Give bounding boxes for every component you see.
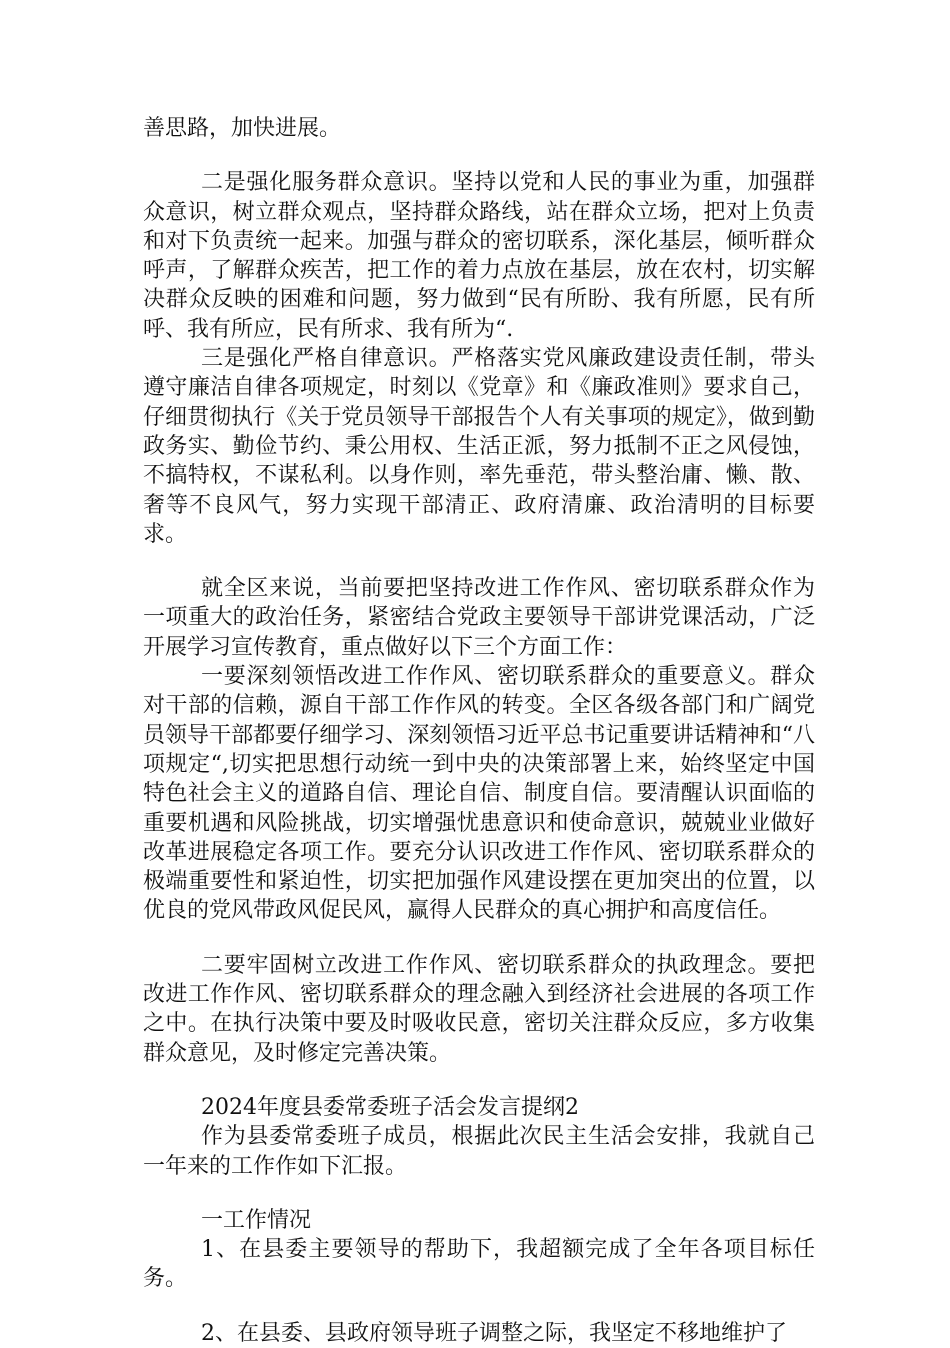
paragraph-continuation: 善思路，加快进展。: [143, 116, 342, 141]
paragraph-significance: 一要深刻领悟改进工作作风、密切联系群众的重要意义。群众对干部的信赖，源自干部工作作风的转变。全区各级各部门和广阔党员领导干部都要仔细学习、深刻领悟习近平总书记重要讲话精神和“八项规定“,切实把思想行动统一到中央的决策部署上来，始终坚定中国特色社会主义的道路自信、理论自信、制度自信。要清醒认识面临的重要机遇和风险挑战，切实增强忧患意识和使命意识，兢兢业业做好改革进展稳定各项工作。要充分认识改进工作作风、密切联系群众的极端重要性和紧迫性，切实把加强作风建设摆在更加突出的位置，以优良的党风带政风促民风，赢得人民群众的真心拥护和高度信任。: [143, 664, 815, 924]
paragraph-governing-concept: 二要牢固树立改进工作作风、密切联系群众的执政理念。要把改进工作作风、密切联系群众的理念融入到经济社会进展的各项工作之中。在执行决策中要及时吸收民意，密切关注群众反应，多方收集群众意见，及时修定完善决策。: [143, 952, 815, 1066]
subheading-work-situation: 一工作情况: [201, 1207, 312, 1233]
paragraph-report-intro: 作为县委常委班子成员，根据此次民主生活会安排，我就自己一年来的工作作如下汇报。: [143, 1124, 815, 1179]
document-body: [143, 114, 815, 1348]
paragraph-district-overview: 就全区来说，当前要把坚持改进工作作风、密切联系群众作为一项重大的政治任务，紧密结合党政主要领导干部讲党课活动，广泛开展学习宣传教育，重点做好以下三个方面工作：: [143, 576, 815, 660]
paragraph-serve-masses: 二是强化服务群众意识。坚持以党和人民的事业为重，加强群众意识，树立群众观点，坚持群众路线，站在群众立场，把对上负责和对下负责统一起来。加强与群众的密切联系，深化基层，倾听群众呼声，了解群众疾苦，把工作的着力点放在基层，放在农村，切实解决群众反映的困难和问题，努力做到“民有所盼、我有所愿，民有所呼、我有所应，民有所求、我有所为“.: [143, 170, 815, 342]
list-item-1: 1、在县委主要领导的帮助下，我超额完成了全年各项目标任务。: [143, 1237, 815, 1292]
section-heading: 2024年度县委常委班子活会发言提纲2: [201, 1094, 579, 1120]
paragraph-self-discipline: 三是强化严格自律意识。严格落实党风廉政建设责任制，带头遵守廉洁自律各项规定，时刻以《党章》和《廉政准则》要求自己，仔细贯彻执行《关于党员领导干部报告个人有关事项的规定》，做到勤政务实、勤俭节约、秉公用权、生活正派，努力抵制不正之风侵蚀，不搞特权，不谋私利。以身作则，率先垂范，带头整治庸、懒、散、奢等不良风气，努力实现干部清正、政府清廉、政治清明的目标要求。: [143, 346, 815, 547]
list-item-2: 2、在县委、县政府领导班子调整之际，我坚定不移地维护了: [201, 1320, 787, 1346]
